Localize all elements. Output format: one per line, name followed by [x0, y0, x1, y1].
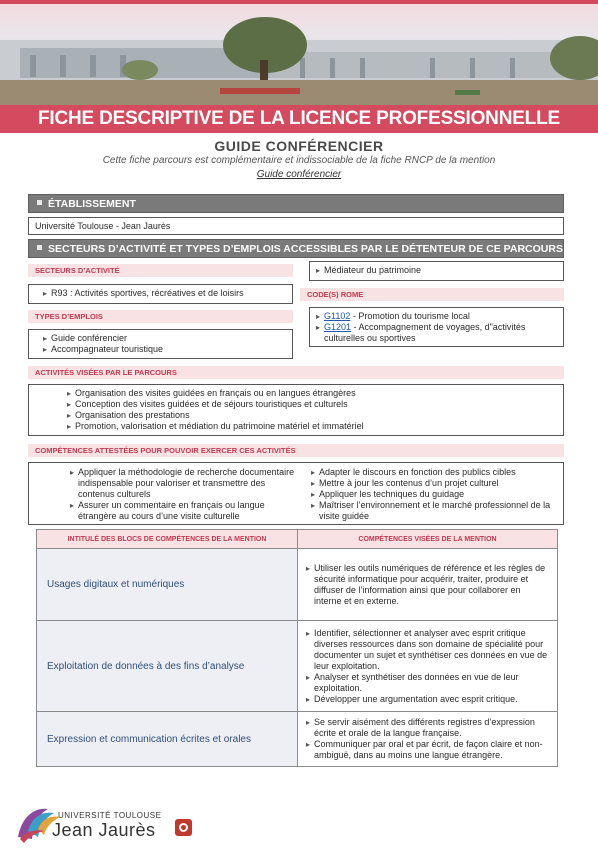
types-emplois-label: TYPES D’EMPLOIS	[28, 310, 293, 323]
parcours-subtitle: GUIDE CONFÉRENCIER	[214, 138, 384, 154]
rncp-link[interactable]: Guide conférencier	[256, 169, 342, 180]
list-item: ▸ G1201 - Accompagnement de voyages, d"activités culturelles ou sportives	[316, 322, 557, 344]
list-item: ▸ Guide conférencier	[43, 333, 286, 344]
code-rome-label: CODE(S) ROME	[300, 288, 564, 301]
list-item: ▸ Se servir aisément des différents registres d’expression écrite et orale de la langue française.	[306, 717, 549, 739]
bloc-title: Exploitation de données à des fins d’analyse	[37, 621, 298, 712]
types-emplois-list	[28, 329, 293, 359]
competences-left-list	[70, 467, 300, 522]
list-item: ▸ Utiliser les outils numériques de référence et les règles de sécurité informatique pour acquérir, traiter, produire et diffuser de l’information ainsi que pour collaborer en interne et en externe.	[306, 563, 549, 607]
rome-code-link[interactable]: G1102	[324, 311, 351, 321]
table-row	[37, 549, 558, 621]
list-item: ▸ R93 : Activités sportives, récréatives et de loisirs	[43, 288, 286, 299]
blocs-competences-table	[36, 529, 558, 767]
table-header-row	[37, 530, 558, 549]
complementary-note: Cette fiche parcours est complémentaire et indissociable de la fiche RNCP de la mention	[102, 155, 496, 166]
activites-list	[28, 384, 564, 436]
list-item: ▸ Appliquer la méthodologie de recherche documentaire indispensable pour valoriser et transmettre des contenus culturels	[70, 467, 300, 500]
campus-banner-image	[0, 0, 598, 105]
list-item: ▸ Développer une argumentation avec esprit critique.	[306, 694, 549, 705]
list-item: ▸ Organisation des prestations	[67, 410, 557, 421]
table-row	[37, 712, 558, 767]
list-item: ▸ Promotion, valorisation et médiation du patrimoine matériel et immatériel	[67, 421, 557, 432]
rome-code-link[interactable]: G1201	[324, 322, 352, 332]
list-item: ▸ Médiateur du patrimoine	[316, 265, 557, 276]
secteurs-list	[28, 284, 293, 304]
col-competences-header: COMPÉTENCES VISÉES DE LA MENTION	[298, 530, 558, 549]
competences-box	[28, 462, 564, 525]
code-rome-list	[309, 307, 564, 347]
square-bullet-icon	[37, 200, 42, 205]
list-item: ▸ Adapter le discours en fonction des publics cibles	[311, 467, 559, 478]
table-row	[37, 621, 558, 712]
competences-label: COMPÉTENCES ATTESTÉES POUR POUVOIR EXERCER CES ACTIVITÉS	[28, 444, 564, 457]
list-item: ▸ Conception des visites guidées et de séjours touristiques et culturels	[67, 399, 557, 410]
section-etablissement-heading: ÉTABLISSEMENT	[28, 194, 564, 213]
list-item: ▸ Assurer un commentaire en français ou langue étrangère au cours d’une visite culturelle	[70, 500, 300, 522]
list-item: ▸ Identifier, sélectionner et analyser avec esprit critique diverses ressources dans son domaine de spécialité pour documenter un sujet et synthétiser ces données en vue de leur exploitation.	[306, 628, 549, 672]
logo-university-text: UNIVERSITÉ TOULOUSE	[58, 811, 162, 820]
activites-label: ACTIVITÉS VISÉES PAR LE PARCOURS	[28, 366, 564, 379]
bloc-competences	[298, 621, 558, 712]
list-item: ▸ Communiquer par oral et par écrit, de façon claire et non-ambiguë, dans au moins une langue étrangère.	[306, 739, 549, 761]
list-item: ▸ G1102 - Promotion du tourisme local	[316, 311, 557, 322]
competences-right-list	[311, 467, 559, 522]
logo-name-text: Jean Jaurès	[52, 820, 156, 840]
bloc-competences	[298, 712, 558, 767]
section-secteurs-heading: SECTEURS D’ACTIVITÉ ET TYPES D’EMPLOIS ACCESSIBLES PAR LE DÉTENTEUR DE CE PARCOURS	[28, 239, 564, 258]
page-title: FICHE DESCRIPTIVE DE LA LICENCE PROFESSIONNELLE	[0, 105, 598, 133]
bloc-title: Usages digitaux et numériques	[37, 549, 298, 621]
campus-illustration	[0, 0, 598, 105]
list-item: ▸ Mettre à jour les contenus d’un projet culturel	[311, 478, 559, 489]
secteurs-label: SECTEURS D’ACTIVITÉ	[28, 264, 293, 277]
square-bullet-icon	[37, 245, 42, 250]
list-item: ▸ Organisation des visites guidées en français ou en langues étrangères	[67, 388, 557, 399]
bloc-competences	[298, 549, 558, 621]
bloc-title: Expression et communication écrites et orales	[37, 712, 298, 767]
list-item: ▸ Accompagnateur touristique	[43, 344, 286, 355]
types-emplois-right-list	[309, 261, 564, 281]
etablissement-value: Université Toulouse - Jean Jaurès	[28, 217, 564, 235]
list-item: ▸ Maîtriser l’environnement et le marché professionnel de la visite guidée	[311, 500, 559, 522]
list-item: ▸ Analyser et synthétiser des données en vue de leur exploitation.	[306, 672, 549, 694]
col-intitule-header: INTITULÉ DES BLOCS DE COMPÉTENCES DE LA MENTION	[37, 530, 298, 549]
list-item: ▸ Appliquer les techniques du guidage	[311, 489, 559, 500]
accreditation-badge-icon	[175, 819, 192, 836]
